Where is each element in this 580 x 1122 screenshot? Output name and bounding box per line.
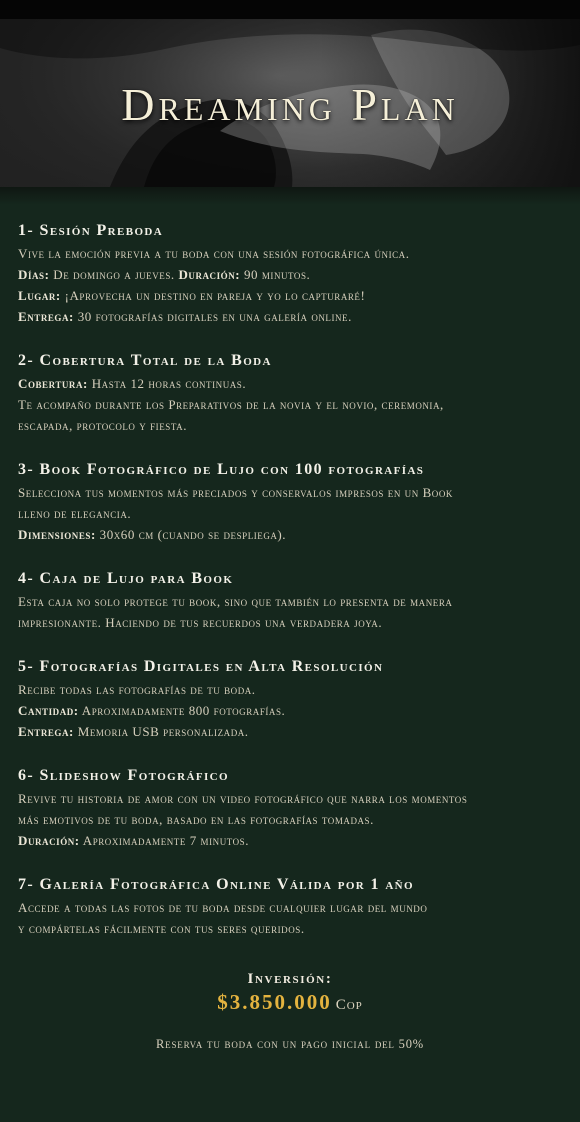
line-label: Entrega:: [18, 309, 74, 324]
plan-section: [18, 873, 562, 939]
line-text: Aproximadamente 800 fotografías.: [78, 703, 286, 718]
section-line: Revive tu historia de amor con un video fotográfico que narra los momentos: [18, 791, 468, 806]
section-line: [18, 830, 562, 851]
section-line: más emotivos de tu boda, basado en las fotografías tomadas.: [18, 812, 374, 827]
line-text: 30x60 cm (cuando se despliega).: [95, 527, 287, 542]
section-line: [18, 721, 562, 742]
section-line: impresionante. Haciendo de tus recuerdos una verdadera joya.: [18, 615, 383, 630]
section-title: 6- Slideshow Fotográfico: [18, 767, 229, 784]
line-text: 30 fotografías digitales en una galería online.: [73, 309, 352, 324]
line-label: Dimensiones:: [18, 527, 96, 542]
plan-section: [18, 655, 562, 742]
section-title: 2- Cobertura Total de la Boda: [18, 352, 272, 369]
line-label: Entrega:: [18, 724, 74, 739]
section-line: Te acompaño durante los Preparativos de la novia y el novio, ceremonia,: [18, 397, 444, 412]
investment-block: [18, 969, 562, 1053]
section-line: [18, 264, 562, 285]
section-line: Esta caja no solo protege tu book, sino que también lo presenta de manera: [18, 594, 453, 609]
line-text: Aproximadamente 7 minutos.: [79, 833, 250, 848]
top-strip: [0, 0, 580, 19]
section-line: [18, 373, 562, 394]
line-text: Hasta 12 horas continuas.: [87, 376, 247, 391]
reserve-note: Reserva tu boda con un pago inicial del 50%: [156, 1037, 424, 1051]
section-line: [18, 524, 562, 545]
section-line: [18, 285, 562, 306]
line-text: De domingo a jueves.: [49, 267, 179, 282]
section-title: 3- Book Fotográfico de Lujo con 100 fotografías: [18, 461, 425, 478]
line-text: ¡Aprovecha un destino en pareja y yo lo capturaré!: [60, 288, 366, 303]
plan-section: [18, 764, 562, 851]
line-text: 90 minutos.: [240, 267, 311, 282]
section-line: Selecciona tus momentos más preciados y conservalos impresos en un Book: [18, 485, 453, 500]
line-label: Duración:: [18, 833, 80, 848]
plan-content: [0, 205, 580, 1053]
line-text: Memoria USB personalizada.: [73, 724, 249, 739]
line-label: Cantidad:: [18, 703, 79, 718]
section-title: 1- Sesión Preboda: [18, 222, 164, 239]
section-line: Vive la emoción previa a tu boda con una sesión fotográfica única.: [18, 246, 410, 261]
section-title: 5- Fotografías Digitales en Alta Resolución: [18, 658, 384, 675]
plan-section: [18, 349, 562, 436]
price-amount: $3.850.000: [217, 990, 332, 1014]
section-line: escapada, protocolo y fiesta.: [18, 418, 188, 433]
hero-banner: [0, 19, 580, 187]
plan-section: [18, 219, 562, 327]
section-line: lleno de elegancia.: [18, 506, 132, 521]
sections-list: [18, 219, 562, 939]
line-label: Lugar:: [18, 288, 61, 303]
section-line: [18, 306, 562, 327]
hero-divider: [0, 187, 580, 205]
section-line: y compártelas fácilmente con tus seres queridos.: [18, 921, 305, 936]
section-line: Accede a todas las fotos de tu boda desde cualquier lugar del mundo: [18, 900, 428, 915]
section-line: Recibe todas las fotografías de tu boda.: [18, 682, 256, 697]
line-label: Días:: [18, 267, 50, 282]
plan-section: [18, 567, 562, 633]
hero-title: Dreaming Plan: [121, 79, 459, 130]
section-title: 7- Galería Fotográfica Online Válida por 1 año: [18, 876, 414, 893]
plan-section: [18, 458, 562, 545]
section-line: [18, 700, 562, 721]
investment-label: Inversión:: [247, 971, 333, 987]
line-label: Cobertura:: [18, 376, 88, 391]
investment-price: [18, 990, 562, 1017]
line-label: Duración:: [178, 267, 241, 282]
section-title: 4- Caja de Lujo para Book: [18, 570, 234, 587]
price-currency: Cop: [335, 997, 363, 1013]
